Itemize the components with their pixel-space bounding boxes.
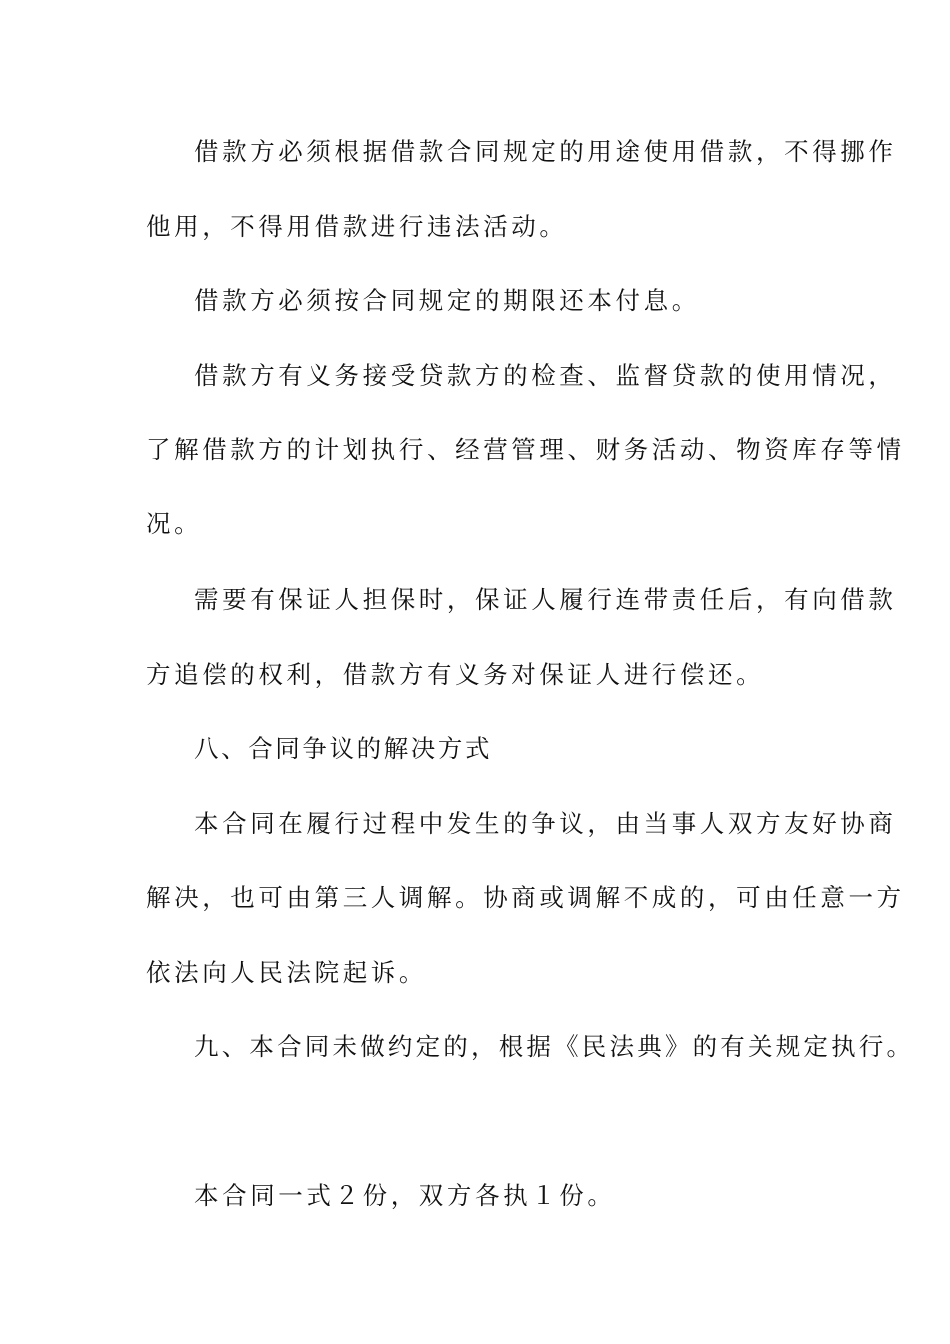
paragraph-line: 需要有保证人担保时，保证人履行连带责任后，有向借款	[194, 585, 897, 614]
section-heading: 九、本合同未做约定的，根据《民法典》的有关规定执行。	[194, 1032, 915, 1061]
paragraph-line: 借款方必须按合同规定的期限还本付息。	[194, 286, 700, 315]
paragraph-line: 解决，也可由第三人调解。协商或调解不成的，可由任意一方	[146, 883, 905, 912]
paragraph-line: 方追偿的权利，借款方有义务对保证人进行偿还。	[146, 660, 765, 689]
paragraph-line: 依法向人民法院起诉。	[146, 958, 427, 987]
paragraph-line: 本合同在履行过程中发生的争议，由当事人双方友好协商	[194, 809, 897, 838]
paragraph-line: 本合同一式２份，双方各执１份。	[194, 1181, 616, 1210]
section-heading: 八、合同争议的解决方式	[194, 734, 493, 763]
paragraph-line: 借款方有义务接受贷款方的检查、监督贷款的使用情况，	[194, 361, 897, 390]
paragraph-line: 况。	[146, 509, 203, 538]
paragraph-line: 了解借款方的计划执行、经营管理、财务活动、物资库存等情	[146, 435, 905, 464]
paragraph-line: 他用，不得用借款进行违法活动。	[146, 212, 568, 241]
paragraph-line: 借款方必须根据借款合同规定的用途使用借款，不得挪作	[194, 137, 897, 166]
